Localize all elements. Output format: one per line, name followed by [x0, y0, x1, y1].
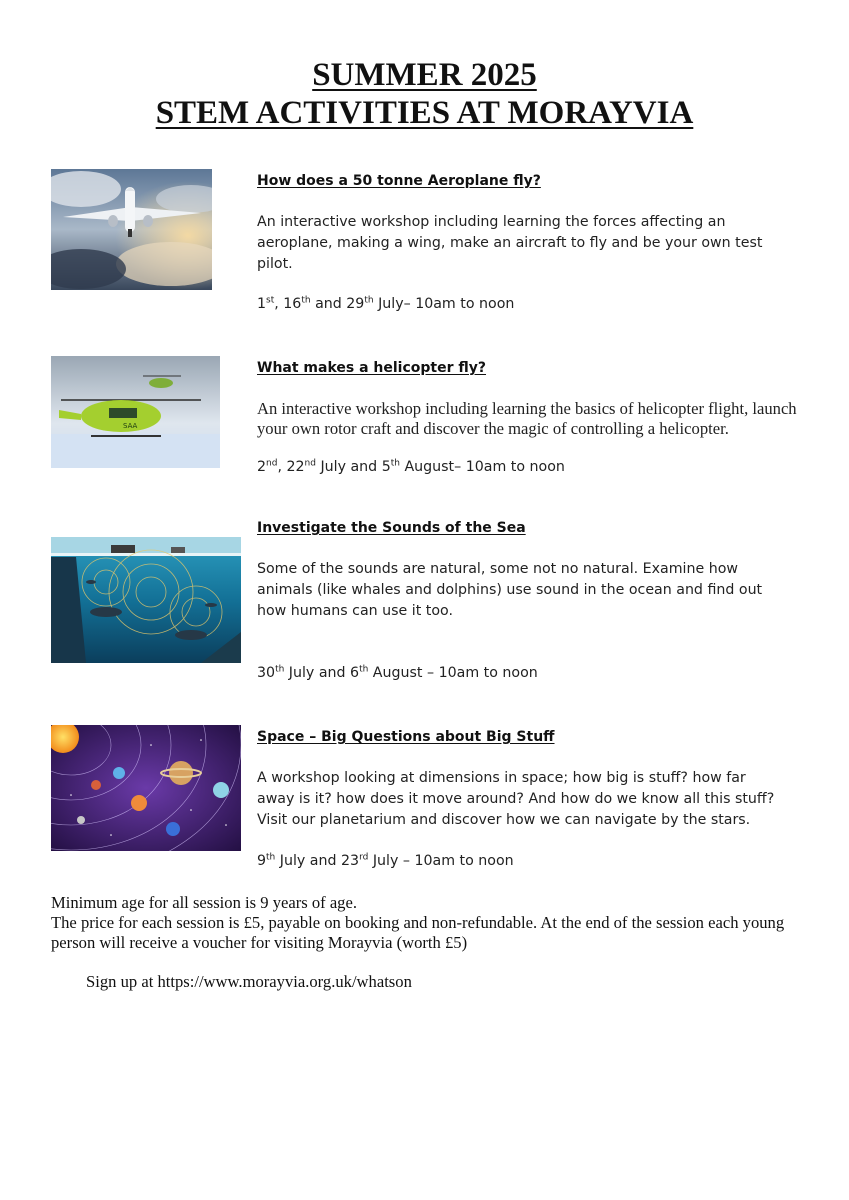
activity-heading-space: Space – Big Questions about Big Stuff — [257, 729, 555, 745]
activity-dates-space: 9th July and 23rd July – 10am to noon — [257, 852, 514, 869]
activity-dates-helicopter: 2nd, 22nd July and 5th August– 10am to noon — [257, 458, 565, 475]
svg-text:SAA: SAA — [123, 422, 138, 430]
price-note: The price for each session is £5, payable on booking and non-refundable. At the end of the session each young person will receive a voucher for visiting Morayvia (worth £5) — [51, 913, 785, 952]
activity-description-sea: Some of the sounds are natural, some not no natural. Examine how animals (like whales and dolphins) use sound in the ocean and find out how humans can use it too. — [257, 561, 763, 619]
activity-dates-aeroplane: 1st, 16th and 29th July– 10am to noon — [257, 295, 515, 312]
aeroplane-image — [51, 169, 212, 290]
activity-description-helicopter: An interactive workshop including learning the basics of helicopter flight, launch your own rotor craft and discover the magic of controlling a helicopter. — [257, 399, 797, 438]
sea-image — [51, 537, 241, 663]
page-title-line-1: SUMMER 2025 — [312, 57, 537, 93]
page-title-line-2: STEM ACTIVITIES AT MORAYVIA — [155, 95, 694, 131]
space-image — [51, 725, 241, 851]
activity-dates-sea: 30th July and 6th August – 10am to noon — [257, 664, 538, 681]
activity-heading-sea: Investigate the Sounds of the Sea — [257, 520, 526, 536]
helicopter-image — [51, 356, 220, 468]
minimum-age-note: Minimum age for all session is 9 years of age. — [51, 893, 357, 912]
signup-link-text[interactable]: Sign up at https://www.morayvia.org.uk/whatson — [86, 972, 412, 991]
activity-heading-aeroplane: How does a 50 tonne Aeroplane fly? — [257, 173, 541, 189]
activity-description-aeroplane: An interactive workshop including learning the forces affecting an aeroplane, making a wing, make an aircraft to fly and be your own test pilot. — [257, 214, 763, 272]
activity-description-space: A workshop looking at dimensions in space; how big is stuff? how far away is it? how does it move around? And how do we know all this stuff? Visit our planetarium and discover how we can navigate by the stars. — [257, 770, 775, 828]
activity-heading-helicopter: What makes a helicopter fly? — [257, 360, 487, 376]
